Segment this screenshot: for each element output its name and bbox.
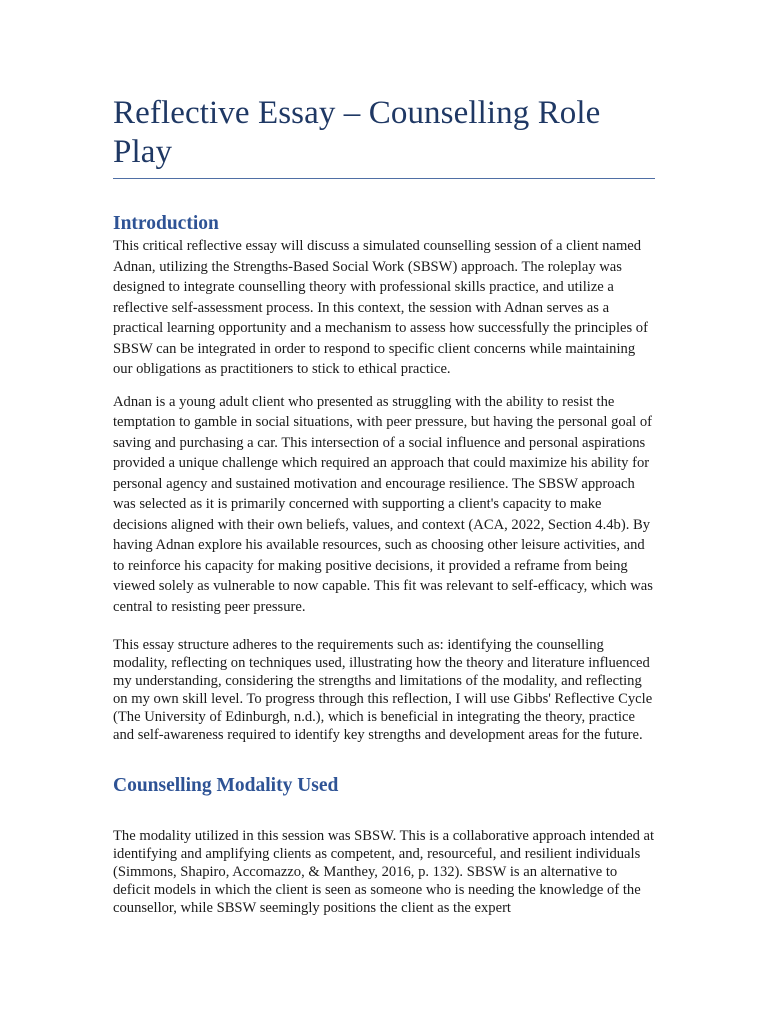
intro-paragraph-2: Adnan is a young adult client who presented as struggling with the ability to resist the temptation to gamble in social situations, with peer pressure, but having the personal goal of saving and purchasing a car. This intersection of a social influence and personal aspirations provided a unique challenge which required an approach that could maximize his ability for personal agency and sustained motivation and encourage resilience. The SBSW approach was selected as it is primarily concerned with supporting a client's capacity to make decisions aligned with their own beliefs, values, and context (ACA, 2022, Section 4.4b). By having Adnan explore his available resources, such as choosing other leisure activities, and to reinforce his capacity for making positive decisions, it provided a reframe from being viewed solely as vulnerable to now capable. This fit was relevant to self-efficacy, which was central to resisting peer pressure. xyxy=(113,393,653,615)
title-divider xyxy=(113,178,655,179)
document-page xyxy=(113,94,655,918)
section-heading-counselling-modality: Counselling Modality Used xyxy=(113,775,339,797)
intro-paragraph-1: This critical reflective essay will discuss a simulated counselling session of a client named Adnan, utilizing the Strengths-Based Social Work (SBSW) approach. The roleplay was designed to integrate counselling theory with professional skills practice, and utilize a reflective self-assessment process. In this context, the session with Adnan serves as a practical learning opportunity and a mechanism to assess how successfully the principles of SBSW can be integrated in order to respond to specific client concerns while maintaining our obligations as practitioners to stick to ethical practice. xyxy=(113,238,648,377)
modality-paragraph-1: The modality utilized in this session was SBSW. This is a collaborative approach intended at identifying and amplifying clients as competent, and, resourceful, and resilient individuals (Simmons, Shapiro, Accomazzo, & Manthey, 2016, p. 132). SBSW is an alternative to deficit models in which the client is seen as someone who is needing the knowledge of the counsellor, while SBSW seemingly positions the client as the expert xyxy=(113,828,655,917)
intro-paragraph-3: This essay structure adheres to the requirements such as: identifying the counselling modality, reflecting on techniques used, illustrating how the theory and literature influenced my understanding, considering the strengths and limitations of the modality, and reflecting on my own skill level. To progress through this reflection, I will use Gibbs' Reflective Cycle (The University of Edinburgh, n.d.), which is beneficial in integrating the theory, practice and self-awareness required to identify key strengths and development areas for the future. xyxy=(113,637,653,743)
section-heading-introduction: Introduction xyxy=(113,213,219,234)
document-title: Reflective Essay – Counselling Role Play xyxy=(113,95,601,170)
